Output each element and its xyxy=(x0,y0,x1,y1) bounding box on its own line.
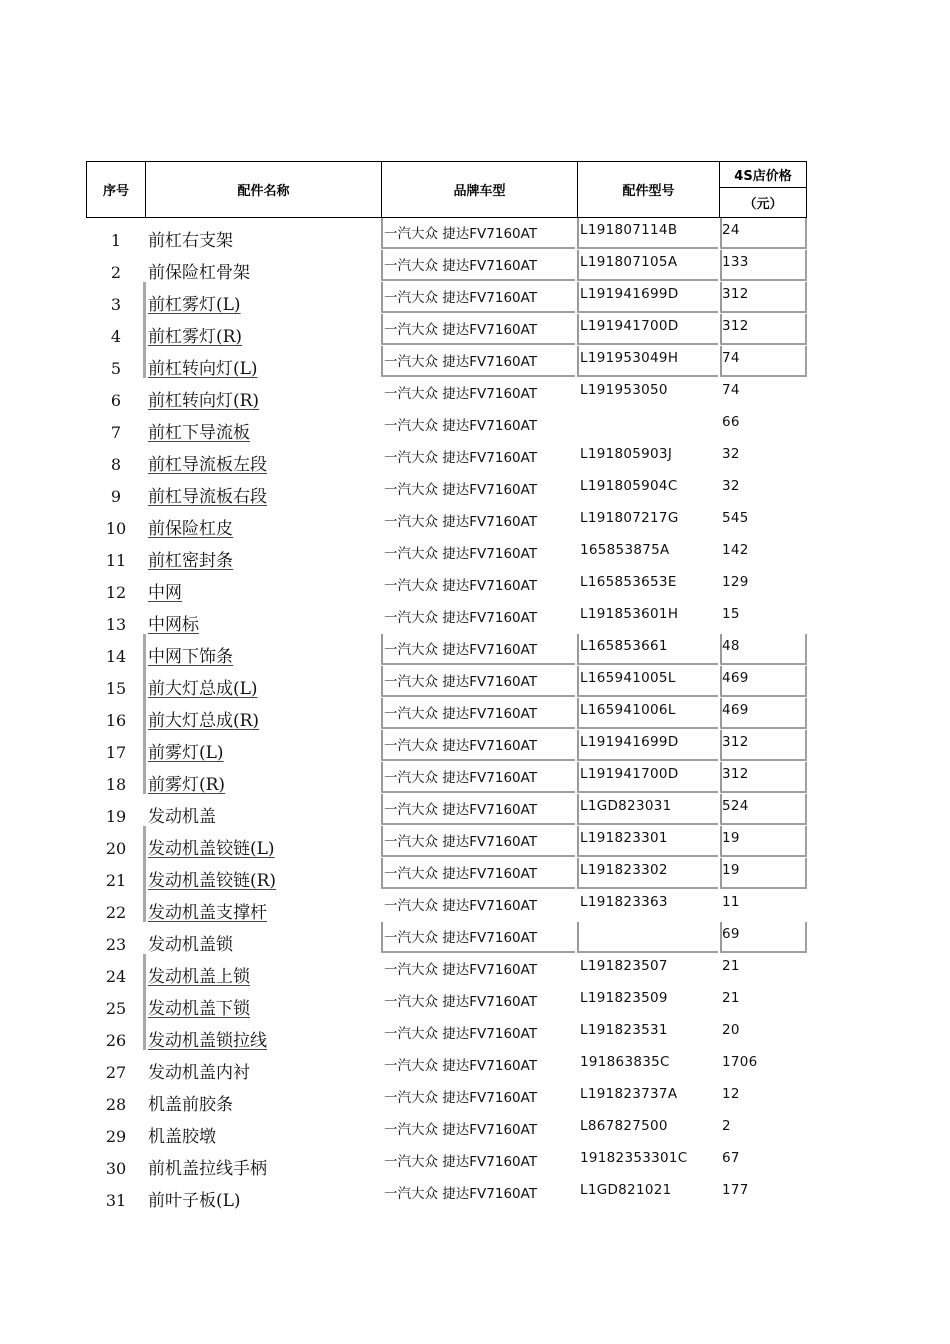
table-row xyxy=(86,282,808,314)
part-name: 发动机盖锁拉线 xyxy=(148,1031,267,1051)
row-number: 21 xyxy=(105,871,127,890)
header-no: 序号 xyxy=(86,161,146,218)
row-number: 19 xyxy=(105,807,127,826)
price: 12 xyxy=(722,1086,740,1102)
part-number: L1GD823031 xyxy=(580,798,672,814)
brand-model: 一汽大众 捷达FV7160AT xyxy=(384,546,538,562)
part-number: L191953050 xyxy=(580,382,668,398)
part-name: 前杠转向灯(L) xyxy=(148,359,258,379)
brand-model: 一汽大众 捷达FV7160AT xyxy=(384,1090,538,1106)
price: 67 xyxy=(722,1150,740,1166)
part-name: 机盖胶墩 xyxy=(148,1127,216,1147)
part-number: L191941700D xyxy=(580,766,679,782)
row-number: 18 xyxy=(105,775,127,794)
table-row xyxy=(86,858,808,890)
brand-model: 一汽大众 捷达FV7160AT xyxy=(384,1058,538,1074)
header-price-line2: （元） xyxy=(719,187,807,218)
price: 48 xyxy=(722,638,740,654)
part-name: 发动机盖铰链(R) xyxy=(148,871,277,891)
brand-model: 一汽大众 捷达FV7160AT xyxy=(384,898,538,914)
price: 312 xyxy=(722,734,749,750)
brand-model: 一汽大众 捷达FV7160AT xyxy=(384,482,538,498)
table-row xyxy=(86,474,808,506)
part-number: 19182353301C xyxy=(580,1150,688,1166)
part-name: 前杠右支架 xyxy=(148,231,233,251)
brand-model: 一汽大众 捷达FV7160AT xyxy=(384,1122,538,1138)
table-row xyxy=(86,1146,808,1178)
part-name: 机盖前胶条 xyxy=(148,1095,233,1115)
table-row xyxy=(86,826,808,858)
price: 66 xyxy=(722,414,740,430)
part-number: L191807105A xyxy=(580,254,678,270)
price: 32 xyxy=(722,478,740,494)
brand-model: 一汽大众 捷达FV7160AT xyxy=(384,610,538,626)
row-number: 7 xyxy=(110,423,122,442)
price: 11 xyxy=(722,894,740,910)
row-number: 13 xyxy=(105,615,127,634)
brand-model: 一汽大众 捷达FV7160AT xyxy=(384,226,538,242)
part-number: L191941699D xyxy=(580,734,679,750)
table-row xyxy=(86,218,808,250)
row-number: 17 xyxy=(105,743,127,762)
part-number: L191807217G xyxy=(580,510,679,526)
table-row xyxy=(86,762,808,794)
price: 2 xyxy=(722,1118,731,1134)
table-row xyxy=(86,378,808,410)
brand-model: 一汽大众 捷达FV7160AT xyxy=(384,258,538,274)
part-number: L191941699D xyxy=(580,286,679,302)
part-name: 前叶子板(L) xyxy=(148,1191,241,1211)
brand-model: 一汽大众 捷达FV7160AT xyxy=(384,834,538,850)
brand-model: 一汽大众 捷达FV7160AT xyxy=(384,418,538,434)
row-number: 27 xyxy=(105,1063,127,1082)
table-row xyxy=(86,954,808,986)
brand-model: 一汽大众 捷达FV7160AT xyxy=(384,802,538,818)
price: 312 xyxy=(722,766,749,782)
brand-model: 一汽大众 捷达FV7160AT xyxy=(384,770,538,786)
row-number: 28 xyxy=(105,1095,127,1114)
part-number: L165853653E xyxy=(580,574,677,590)
brand-model: 一汽大众 捷达FV7160AT xyxy=(384,450,538,466)
price: 15 xyxy=(722,606,740,622)
price: 469 xyxy=(722,670,749,686)
row-number: 3 xyxy=(110,295,122,314)
brand-model: 一汽大众 捷达FV7160AT xyxy=(384,354,538,370)
header-price-line1: 4S店价格 xyxy=(719,161,807,188)
part-number: L191823737A xyxy=(580,1086,678,1102)
row-number: 5 xyxy=(110,359,122,378)
part-number: L191823363 xyxy=(580,894,668,910)
table-row xyxy=(86,666,808,698)
part-name: 前保险杠皮 xyxy=(148,519,233,539)
table-row xyxy=(86,922,808,954)
part-name: 中网 xyxy=(148,583,182,603)
row-number: 10 xyxy=(105,519,127,538)
part-number: L191823531 xyxy=(580,1022,668,1038)
row-number: 22 xyxy=(105,903,127,922)
row-number: 8 xyxy=(110,455,122,474)
brand-model: 一汽大众 捷达FV7160AT xyxy=(384,578,538,594)
part-name: 发动机盖下锁 xyxy=(148,999,250,1019)
part-name: 前杠导流板左段 xyxy=(148,455,267,475)
brand-model: 一汽大众 捷达FV7160AT xyxy=(384,706,538,722)
part-number: L191805903J xyxy=(580,446,673,462)
part-number: L191823301 xyxy=(580,830,668,846)
brand-model: 一汽大众 捷达FV7160AT xyxy=(384,994,538,1010)
part-number: L1GD821021 xyxy=(580,1182,672,1198)
part-name: 中网标 xyxy=(148,615,199,635)
cell-border xyxy=(577,922,718,953)
price: 1706 xyxy=(722,1054,758,1070)
part-number: L191823302 xyxy=(580,862,668,878)
brand-model: 一汽大众 捷达FV7160AT xyxy=(384,674,538,690)
price: 312 xyxy=(722,286,749,302)
table-row xyxy=(86,890,808,922)
brand-model: 一汽大众 捷达FV7160AT xyxy=(384,1026,538,1042)
price: 545 xyxy=(722,510,749,526)
part-name: 发动机盖 xyxy=(148,807,216,827)
row-number: 26 xyxy=(105,1031,127,1050)
part-number: L191941700D xyxy=(580,318,679,334)
part-number: L191805904C xyxy=(580,478,678,494)
part-number: L191823509 xyxy=(580,990,668,1006)
price: 74 xyxy=(722,350,740,366)
part-name: 前保险杠骨架 xyxy=(148,263,250,283)
brand-model: 一汽大众 捷达FV7160AT xyxy=(384,962,538,978)
part-name: 前大灯总成(L) xyxy=(148,679,258,699)
part-name: 前雾灯(R) xyxy=(148,775,226,795)
part-name: 发动机盖内衬 xyxy=(148,1063,250,1083)
row-number: 25 xyxy=(105,999,127,1018)
price: 129 xyxy=(722,574,749,590)
price: 74 xyxy=(722,382,740,398)
brand-model: 一汽大众 捷达FV7160AT xyxy=(384,322,538,338)
brand-model: 一汽大众 捷达FV7160AT xyxy=(384,290,538,306)
row-number: 31 xyxy=(105,1191,127,1210)
part-name: 前杠雾灯(R) xyxy=(148,327,243,347)
table-row xyxy=(86,1082,808,1114)
part-name: 发动机盖铰链(L) xyxy=(148,839,275,859)
table-row xyxy=(86,538,808,570)
row-number: 2 xyxy=(110,263,122,282)
row-number: 15 xyxy=(105,679,127,698)
brand-model: 一汽大众 捷达FV7160AT xyxy=(384,866,538,882)
price: 142 xyxy=(722,542,749,558)
table-row xyxy=(86,698,808,730)
brand-model: 一汽大众 捷达FV7160AT xyxy=(384,1154,538,1170)
part-name: 前雾灯(L) xyxy=(148,743,224,763)
part-name: 前大灯总成(R) xyxy=(148,711,260,731)
part-name: 发动机盖上锁 xyxy=(148,967,250,987)
brand-model: 一汽大众 捷达FV7160AT xyxy=(384,642,538,658)
row-number: 29 xyxy=(105,1127,127,1146)
table-row xyxy=(86,570,808,602)
row-number: 16 xyxy=(105,711,127,730)
part-name: 前杠导流板右段 xyxy=(148,487,267,507)
row-number: 12 xyxy=(105,583,127,602)
part-number: 191863835C xyxy=(580,1054,670,1070)
row-number: 23 xyxy=(105,935,127,954)
header-part-no: 配件型号 xyxy=(577,161,720,218)
part-name: 前杠雾灯(L) xyxy=(148,295,241,315)
row-number: 9 xyxy=(110,487,122,506)
price: 32 xyxy=(722,446,740,462)
part-name: 发动机盖锁 xyxy=(148,935,233,955)
table-row xyxy=(86,506,808,538)
table-row xyxy=(86,1114,808,1146)
table-row xyxy=(86,602,808,634)
part-name: 前杠转向灯(R) xyxy=(148,391,260,411)
row-number: 20 xyxy=(105,839,127,858)
part-name: 发动机盖支撑杆 xyxy=(148,903,267,923)
table-row xyxy=(86,794,808,826)
part-number: L867827500 xyxy=(580,1118,668,1134)
price: 69 xyxy=(722,926,740,942)
part-number: L191807114B xyxy=(580,222,678,238)
part-name: 前机盖拉线手柄 xyxy=(148,1159,267,1179)
part-number: L191823507 xyxy=(580,958,668,974)
row-number: 1 xyxy=(110,231,122,250)
table-row xyxy=(86,250,808,282)
table-row xyxy=(86,634,808,666)
part-number: L165853661 xyxy=(580,638,668,654)
part-number: 165853875A xyxy=(580,542,670,558)
price: 19 xyxy=(722,830,740,846)
part-name: 前杠下导流板 xyxy=(148,423,250,443)
price: 133 xyxy=(722,254,749,270)
table-row xyxy=(86,314,808,346)
part-name: 前杠密封条 xyxy=(148,551,233,571)
part-name: 中网下饰条 xyxy=(148,647,233,667)
table-row xyxy=(86,730,808,762)
row-number: 6 xyxy=(110,391,122,410)
price: 312 xyxy=(722,318,749,334)
price: 21 xyxy=(722,958,740,974)
brand-model: 一汽大众 捷达FV7160AT xyxy=(384,930,538,946)
table-row xyxy=(86,1050,808,1082)
price: 20 xyxy=(722,1022,740,1038)
row-number: 4 xyxy=(110,327,122,346)
price: 21 xyxy=(722,990,740,1006)
part-number: L165941006L xyxy=(580,702,676,718)
brand-model: 一汽大众 捷达FV7160AT xyxy=(384,738,538,754)
price: 19 xyxy=(722,862,740,878)
part-number: L191953049H xyxy=(580,350,679,366)
part-number: L191853601H xyxy=(580,606,679,622)
header-brand: 品牌车型 xyxy=(381,161,578,218)
brand-model: 一汽大众 捷达FV7160AT xyxy=(384,386,538,402)
brand-model: 一汽大众 捷达FV7160AT xyxy=(384,1186,538,1202)
brand-model: 一汽大众 捷达FV7160AT xyxy=(384,514,538,530)
table-row xyxy=(86,1178,808,1210)
row-number: 14 xyxy=(105,647,127,666)
table-row xyxy=(86,410,808,442)
row-number: 24 xyxy=(105,967,127,986)
table-row xyxy=(86,1018,808,1050)
row-number: 30 xyxy=(105,1159,127,1178)
row-number: 11 xyxy=(105,551,127,570)
price: 24 xyxy=(722,222,740,238)
table-row xyxy=(86,346,808,378)
price: 177 xyxy=(722,1182,749,1198)
table-row xyxy=(86,986,808,1018)
price: 469 xyxy=(722,702,749,718)
part-number: L165941005L xyxy=(580,670,676,686)
header-name: 配件名称 xyxy=(145,161,382,218)
table-row xyxy=(86,442,808,474)
price: 524 xyxy=(722,798,749,814)
